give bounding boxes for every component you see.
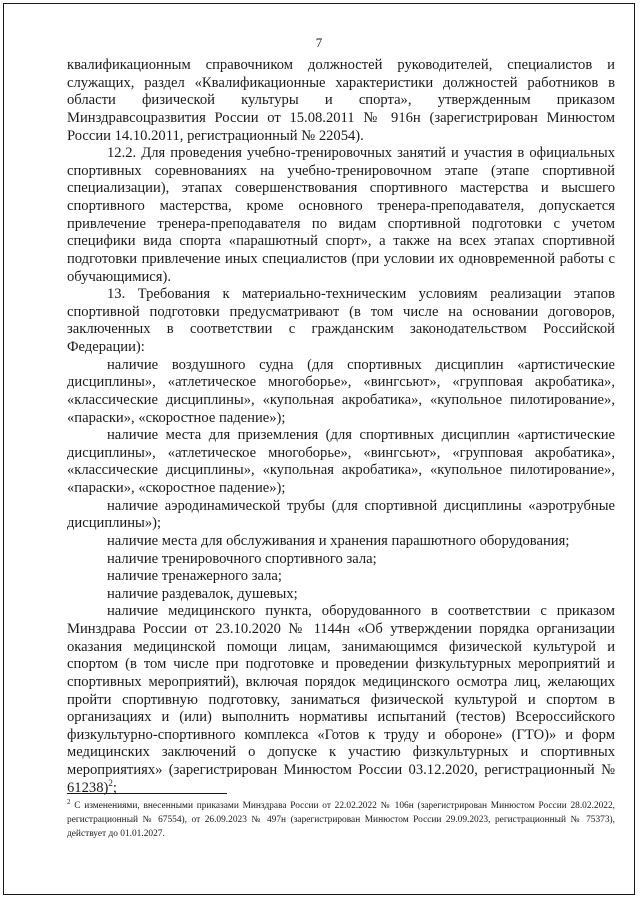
- list-item-equipment-storage: наличие места для обслуживания и хранения парашютного оборудования;: [107, 532, 570, 549]
- footnote-text: С изменениями, внесенными приказами Минздрава России от 22.02.2022 № 106н (зарегистрирован Минюстом России 28.02.2022, регистрационный № 67554), от 26.09.2023 № 497н (зарегистрирован Минюстом России 29.09.2023, регистрационный № 75373), действует до 01.01.2027.: [67, 801, 615, 839]
- page-number: 7: [315, 35, 323, 50]
- footnote-separator: [67, 793, 227, 794]
- paragraph-continuation: квалификационным справочником должностей руководителей, специалистов и служащих, раздел «Квалификационные характеристики должностей работников в области физической культуры и спорта», утвержденным приказом Минздравсоцразвития России от 15.08.2011 № 916н (зарегистрирован Минюстом России 14.10.2011, регистрационный № 22054).: [67, 57, 615, 144]
- list-item-training-hall: наличие тренировочного спортивного зала;: [107, 550, 377, 567]
- footnote: [67, 797, 615, 841]
- list-item-landing-area: наличие места для приземления (для спортивных дисциплин «артистические дисциплины», «атлетическое многоборье», «вингсьют», «групповая акробатика», «классические дисциплины», «купольная акробатика», «купольное пилотирование», «параски», «скоростное падение»);: [67, 427, 615, 496]
- document-page: [3, 3, 635, 895]
- footnote-number: 2: [67, 797, 71, 806]
- list-item-locker-rooms: наличие раздевалок, душевых;: [107, 585, 298, 602]
- footnote-marker[interactable]: 2: [108, 777, 113, 788]
- document-body: [67, 57, 615, 797]
- list-item-wind-tunnel: наличие аэродинамической трубы (для спортивной дисциплины «аэротрубные дисциплины»);: [67, 497, 615, 532]
- list-item-gym: наличие тренажерного зала;: [107, 568, 282, 585]
- paragraph-13: 13. Требования к материально-техническим условиям реализации этапов спортивной подготовки предусматривают (в том числе на основании договоров, заключенных в соответствии с гражданским законодательством Российской Федерации):: [67, 286, 615, 355]
- paragraph-12-2: 12.2. Для проведения учебно-тренировочных занятий и участия в официальных спортивных соревнованиях на учебно-тренировочном этапе (этапе спортивной специализации), этапах совершенствования спортивного мастерства и высшего спортивного мастерства, кроме основного тренера-преподавателя, допускается привлечение тренера-преподавателя по видам спортивной подготовки с учетом специфики вида спорта «парашютный спорт», а также на всех этапах спортивной подготовки привлечение иных специалистов (при условии их одновременной работы с обучающимися).: [67, 145, 615, 285]
- list-item-medical-point: [67, 603, 615, 797]
- medical-point-text: наличие медицинского пункта, оборудованного в соответствии с приказом Минздрава России от 23.10.2020 № 1144н «Об утверждении порядка организации оказания медицинской помощи лицам, занимающимся физической культурой и спортом (в том числе при подготовке и проведении физкультурных мероприятий и спортивных мероприятий), включая порядок медицинского осмотра лиц, желающих пройти спортивную подготовку, заниматься физической культурой и спортом в организациях и (или) выполнить нормативы испытаний (тестов) Всероссийского физкультурно-спортивного комплекса «Готов к труду и обороне» (ГТО)» и форм медицинских заключений о допуске к участию физкультурных и спортивных мероприятиях» (зарегистрирован Минюстом России 03.12.2020, регистрационный № 61238): [67, 603, 615, 796]
- medical-point-suffix: ;: [112, 779, 117, 796]
- list-item-aircraft: наличие воздушного судна (для спортивных дисциплин «артистические дисциплины», «атлетическое многоборье», «вингсьют», «групповая акробатика», «классические дисциплины», «купольная акробатика», «купольное пилотирование», «параски», «скоростное падение»);: [67, 356, 615, 426]
